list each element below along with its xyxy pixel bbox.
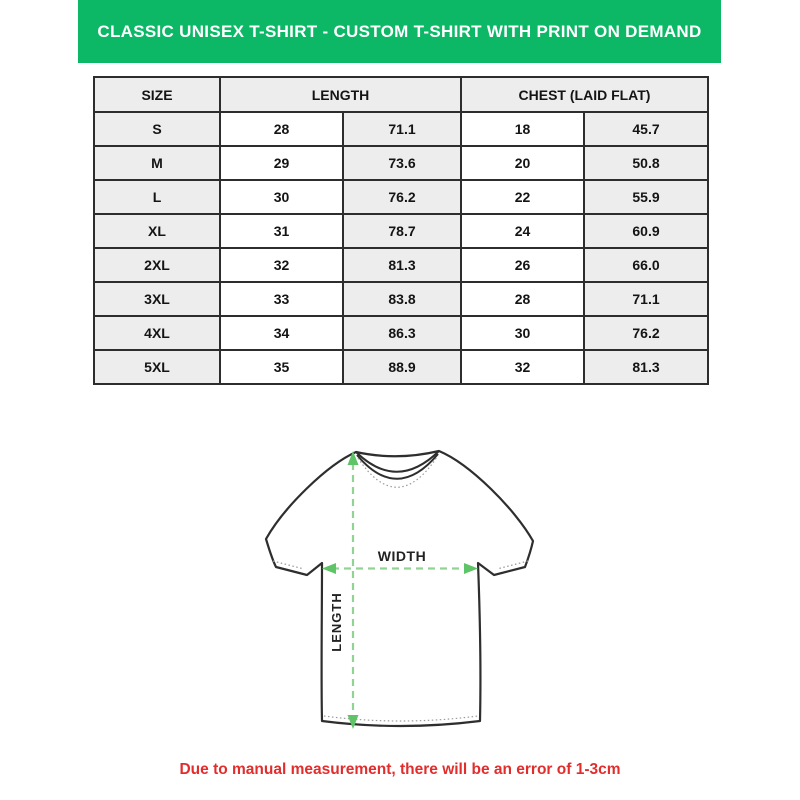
value-cell: 76.2 [584,316,708,350]
size-table-header [94,77,708,112]
size-cell: 4XL [94,316,220,350]
value-cell: 88.9 [343,350,461,384]
size-cell: L [94,180,220,214]
page-title: CLASSIC UNISEX T-SHIRT - CUSTOM T-SHIRT WITH PRINT ON DEMAND [97,21,702,41]
table-row [94,316,708,350]
column-header-size: SIZE [94,77,220,112]
size-cell: 2XL [94,248,220,282]
column-header-chest: CHEST (LAID FLAT) [461,77,708,112]
value-cell: 32 [220,248,343,282]
value-cell: 60.9 [584,214,708,248]
value-cell: 50.8 [584,146,708,180]
title-banner [78,0,721,63]
column-header-length: LENGTH [220,77,461,112]
size-cell: S [94,112,220,146]
value-cell: 34 [220,316,343,350]
size-cell: XL [94,214,220,248]
value-cell: 31 [220,214,343,248]
value-cell: 30 [220,180,343,214]
value-cell: 83.8 [343,282,461,316]
table-row [94,180,708,214]
value-cell: 32 [461,350,584,384]
value-cell: 76.2 [343,180,461,214]
size-cell: 5XL [94,350,220,384]
value-cell: 18 [461,112,584,146]
header-row [94,77,708,112]
length-label: LENGTH [329,592,344,652]
value-cell: 81.3 [343,248,461,282]
size-cell: M [94,146,220,180]
value-cell: 28 [220,112,343,146]
value-cell: 35 [220,350,343,384]
table-row [94,282,708,316]
table-row [94,350,708,384]
size-table [93,76,709,385]
table-row [94,248,708,282]
tshirt-diagram [230,435,570,745]
width-label: WIDTH [377,548,427,564]
size-cell: 3XL [94,282,220,316]
value-cell: 81.3 [584,350,708,384]
value-cell: 29 [220,146,343,180]
table-row [94,146,708,180]
value-cell: 30 [461,316,584,350]
value-cell: 66.0 [584,248,708,282]
value-cell: 55.9 [584,180,708,214]
value-cell: 20 [461,146,584,180]
value-cell: 28 [461,282,584,316]
value-cell: 33 [220,282,343,316]
value-cell: 45.7 [584,112,708,146]
value-cell: 73.6 [343,146,461,180]
value-cell: 24 [461,214,584,248]
value-cell: 26 [461,248,584,282]
value-cell: 71.1 [584,282,708,316]
measurement-error-note: Due to manual measurement, there will be an error of 1-3cm [179,761,621,778]
table-row [94,214,708,248]
value-cell: 86.3 [343,316,461,350]
value-cell: 22 [461,180,584,214]
table-row [94,112,708,146]
size-table-body [94,112,708,384]
tshirt-outline [266,451,533,726]
value-cell: 71.1 [343,112,461,146]
value-cell: 78.7 [343,214,461,248]
